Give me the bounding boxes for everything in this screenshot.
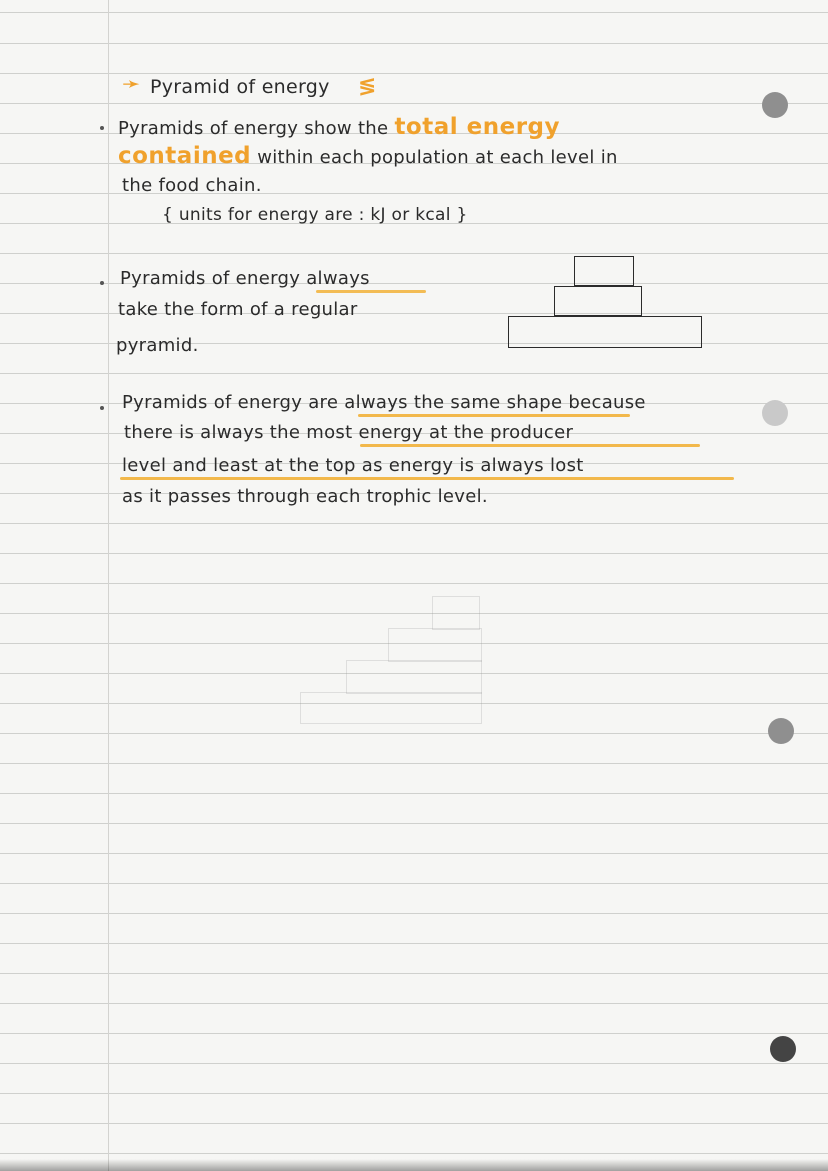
- para2-line1: Pyramids of energy always: [120, 268, 370, 289]
- binder-hole: [770, 1036, 796, 1062]
- para3-line2: there is always the most energy at the producer: [124, 422, 574, 443]
- para1-line2-text: within each population at each level in: [257, 147, 618, 168]
- binder-hole: [762, 400, 788, 426]
- para1-line2: [118, 143, 618, 169]
- para1-line1: [118, 114, 560, 140]
- para3-line3: level and least at the top as energy is always lost: [122, 455, 584, 476]
- para2-line3: pyramid.: [116, 335, 199, 356]
- bleed-through-mark: [388, 628, 482, 662]
- title-decoration-left: ➛: [122, 72, 141, 97]
- accent-contained: contained: [118, 143, 252, 169]
- page-edge-shadow: [0, 1159, 828, 1171]
- accent-total-energy: total energy: [394, 114, 561, 140]
- bleed-through-mark: [346, 660, 482, 694]
- bullet: [100, 126, 104, 130]
- highlight-most-energy: [360, 444, 700, 447]
- title-decoration-right: ≶: [358, 74, 377, 99]
- pyramid-bottom-level: [508, 316, 702, 348]
- page-title: Pyramid of energy: [150, 76, 330, 98]
- highlight-least-at-top: [120, 477, 734, 480]
- units-note: { units for energy are : kJ or kcal }: [162, 205, 468, 225]
- binder-hole: [762, 92, 788, 118]
- pyramid-middle-level: [554, 286, 642, 316]
- bleed-through-mark: [300, 692, 482, 724]
- margin-line: [108, 0, 109, 1171]
- highlight-same-shape: [358, 414, 630, 417]
- pyramid-top-level: [574, 256, 634, 286]
- bullet: [100, 281, 104, 285]
- highlight-always: [316, 290, 426, 293]
- para2-line2: take the form of a regular: [118, 299, 358, 320]
- bleed-through-mark: [432, 596, 480, 630]
- para1-line1-text: Pyramids of energy show the: [118, 118, 389, 139]
- para3-line1: Pyramids of energy are always the same shape because: [122, 392, 646, 413]
- para1-line3: the food chain.: [122, 175, 262, 196]
- bullet: [100, 406, 104, 410]
- binder-hole: [768, 718, 794, 744]
- para3-line4: as it passes through each trophic level.: [122, 486, 488, 507]
